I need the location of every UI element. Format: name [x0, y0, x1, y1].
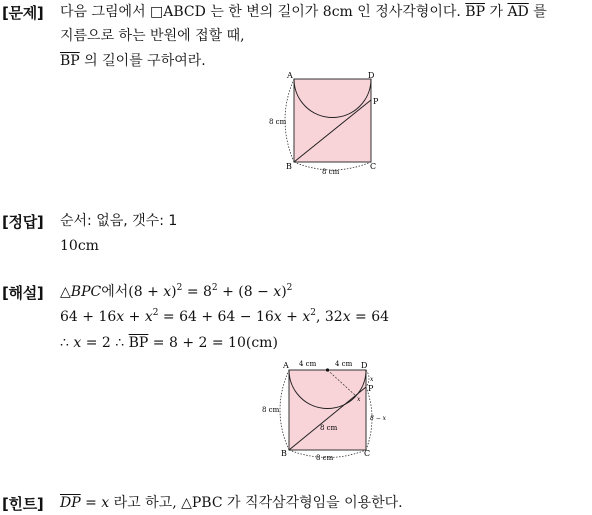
square-abcd [289, 370, 366, 450]
problem-text: 가 [485, 4, 508, 20]
label-4cm-right: 4 cm [335, 360, 353, 368]
problem-text: 다음 그림에서 □ABCD 는 한 변의 길이가 8cm 인 정사각형이다. [60, 4, 466, 20]
segment-bp: $\overline{BP}$ [60, 53, 80, 69]
label-8cm-bottom: 8 cm [316, 454, 334, 462]
label-c: C [370, 162, 377, 171]
segment-bp: $\overline{BP}$ [128, 335, 149, 351]
label-d: D [361, 361, 368, 370]
segment-ad: $\overline{AD}$ [507, 4, 529, 20]
solution-line-1: △BPC에서$(8 + x)^2 = 8^2 + (8 - x)^2$ [60, 283, 293, 300]
solution-label: [해설] [2, 284, 44, 302]
answer-line-2: 10cm [60, 238, 99, 254]
problem-figure [262, 68, 392, 180]
label-8cm-diag: 8 cm [320, 424, 338, 432]
segment-bp: $\overline{BP}$ [465, 4, 485, 20]
answer-label: [정답] [2, 213, 44, 231]
problem-text: 의 길이를 구하여라. [79, 53, 206, 69]
hint-line: $\overline{DP} = x$ 라고 하고, △PBC 가 직각삼각형임을 이용한다. [60, 495, 403, 511]
problem-text: 를 [528, 4, 547, 20]
solution-figure [256, 356, 396, 462]
answer-line-1: 순서: 없음, 갯수: 1 [60, 213, 178, 229]
problem-line-1 [60, 3, 547, 21]
label-8-minus-x: 8 − x [370, 415, 387, 422]
label-8cm-left: 8 cm [262, 406, 280, 414]
center-dot [326, 368, 329, 371]
problem-line-3 [60, 52, 206, 70]
label-c: C [364, 449, 371, 458]
label-a: A [287, 71, 293, 80]
label-8cm-bottom: 8 cm [322, 168, 340, 176]
label-p: P [368, 384, 374, 393]
label-x-small: x [357, 396, 361, 403]
label-p: P [373, 97, 379, 106]
square-abcd [294, 79, 371, 162]
label-b: B [281, 449, 287, 458]
problem-label: [문제] [2, 4, 44, 22]
label-b: B [286, 162, 292, 171]
label-x-upper: x [370, 376, 374, 383]
problem-line-2: 지름으로 하는 반원에 접할 때, [60, 28, 245, 44]
solution-line-2: $64 + 16x + x^2 = 64 + 64 - 16x + x^2$, 32x = 64 [60, 308, 390, 325]
segment-dp: $\overline{DP}$ [60, 495, 81, 511]
label-a: A [283, 361, 289, 370]
brace-left [285, 79, 294, 162]
label-d: D [368, 71, 375, 80]
hint-label: [힌트] [2, 495, 44, 513]
brace-left [280, 370, 289, 450]
label-4cm-left: 4 cm [299, 360, 317, 368]
label-8cm-left: 8 cm [269, 118, 287, 126]
solution-line-3: ∴ x = 2 ∴ $\overline{BP} = 8 + 2 = 10(cm)$ [60, 335, 278, 351]
